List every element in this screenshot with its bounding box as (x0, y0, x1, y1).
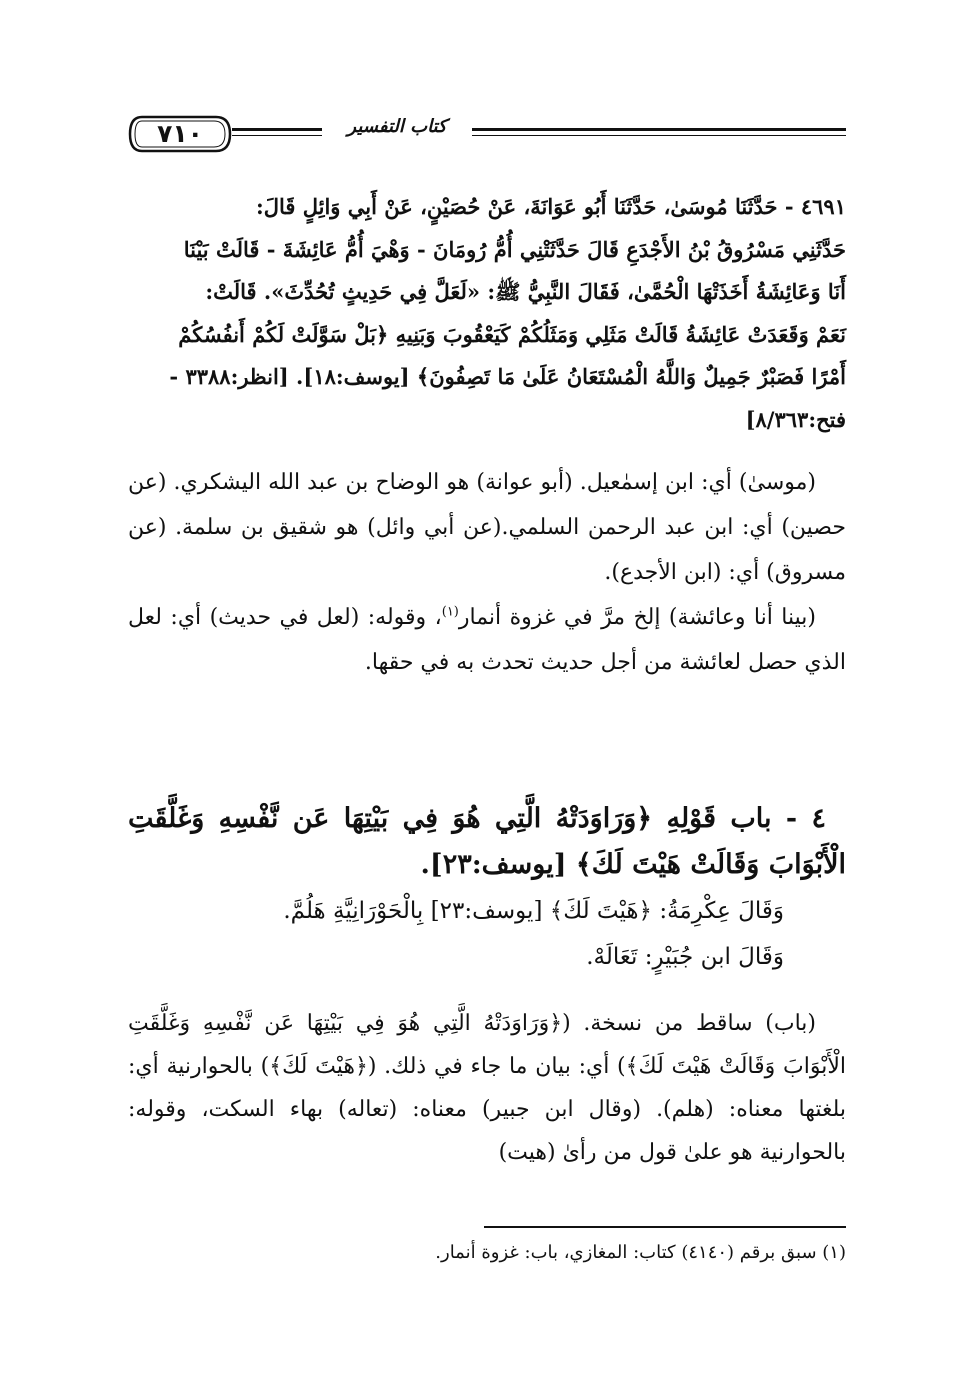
hadith-line-6: فتح:٨/٣٦٣] (745, 406, 846, 432)
book-title: كتاب التفسير (347, 116, 447, 137)
page-number-badge (128, 114, 232, 154)
chapter-title: ٤ - باب قَوْلِهِ ﴿وَرَاوَدَتْهُ الَّتِي هُوَ فِي بَيْتِهَا عَن نَّفْسِهِ وَغَلَّقَتِ الْأَبْوَابَ وَقَالَتْ هَيْتَ لَكَ﴾ [يوسف:٢٣]. (128, 803, 846, 880)
chapter-commentary (128, 1002, 846, 1174)
footnote: (١) سبق برقم (٤١٤٠) كتاب: المغازي، باب: غزوة أنمار. (435, 1242, 846, 1263)
hadith-text (128, 186, 846, 441)
chapter-line-jubair: وَقَالَ ابن جُبَيْرٍ: تَعَالَهْ. (586, 944, 784, 970)
chapter-section (128, 796, 846, 980)
hadith-line-3: أَنَا وَعَائِشَةُ أَخَذَتْهَا الْحُمَّىٰ، فَقَالَ النَّبِيُّ ﷺ: «لَعَلَّ فِي حَدِيثٍ تُحُدِّثَ». قَالَتْ: (205, 279, 846, 304)
page-header (128, 110, 846, 160)
hadith-line-5: أَمْرًا فَصَبْرٌ جَمِيلٌ وَاللَّهُ الْمُسْتَعَانُ عَلَىٰ مَا تَصِفُونَ﴾ [يوسف:١٨]. [انظر:٣٣٨٨ - (169, 364, 846, 389)
commentary-paragraph-1: (موسىٰ) أي: ابن إسمٰعيل. (أبو عوانة) هو الوضاح بن عبد الله اليشكري. (عن حصين) أي: ابن عبد الرحمن السلمي.(عن أبي وائل) هو شقيق بن سلمة. (عن مسروق) أي: (ابن الأجدع). (128, 470, 846, 585)
page-number: ٧١٠ (157, 119, 203, 148)
footnote-divider (484, 1226, 846, 1228)
footnote-reference: (١) (441, 604, 459, 620)
header-rule-right (472, 128, 846, 131)
chapter-line-ikrimah: وَقَالَ عِكْرِمَةُ: ﴿هَيْتَ لَكَ﴾ [يوسف:٢٣] بِالْحَوْرَانِيَّةِ هَلُمَّ. (283, 898, 784, 924)
commentary (128, 460, 846, 685)
commentary-p2-end: ، وقوله: (لعل في حديث) أي: لعل الذي حصل لعائشة من أجل حديث تحدث به في حقها. (128, 605, 846, 675)
header-rule-right-thin (472, 135, 846, 136)
chapter-commentary-paragraph: (باب) ساقط من نسخة. (﴿وَرَاوَدَتْهُ الَّتِي هُوَ فِي بَيْتِهَا عَن نَّفْسِهِ وَغَلَّقَتِ الْأَبْوَابَ وَقَالَتْ هَيْتَ لَكَ﴾) أي: بيان ما جاء في ذلك. (﴿هَيْتَ لَكَ﴾) بالحوارنية أي: بلغتها معناه: (هلم). (وقال ابن جبير) معناه: (تعاله) بهاء السكت، وقوله: بالحوارنية هو علىٰ قول من رأىٰ (هيت) (128, 1011, 846, 1165)
header-rule-left (232, 128, 322, 131)
hadith-line-2: حَدَّثَنِي مَسْرُوقُ بْنُ الأَجْدَعِ قَالَ حَدَّثَتْنِي أُمُّ رُومَانَ - وَهْيَ أُمُّ عَائِشَةَ - قَالَتْ بَيْنَا (183, 236, 846, 262)
hadith-line-1: ٤٦٩١ - حَدَّثَنَا مُوسَىٰ، حَدَّثَنَا أَبُو عَوَانَةَ، عَنْ حُصَيْنٍ، عَنْ أَبِي وَائِلٍ قَالَ: (255, 194, 846, 219)
hadith-line-4: نَعَمْ وَقَعَدَتْ عَائِشَةُ قَالَتْ مَثَلِي وَمَثَلُكُمْ كَيَعْقُوبَ وَبَنِيهِ ﴿بَلْ سَوَّلَتْ لَكُمْ أَنفُسُكُمْ (178, 321, 846, 347)
commentary-p2-start: (بينا أنا وعائشة) إلخ مرَّ في غزوة أنمار (458, 605, 816, 630)
header-rule-left-thin (232, 135, 322, 136)
commentary-paragraph-2 (128, 595, 846, 685)
